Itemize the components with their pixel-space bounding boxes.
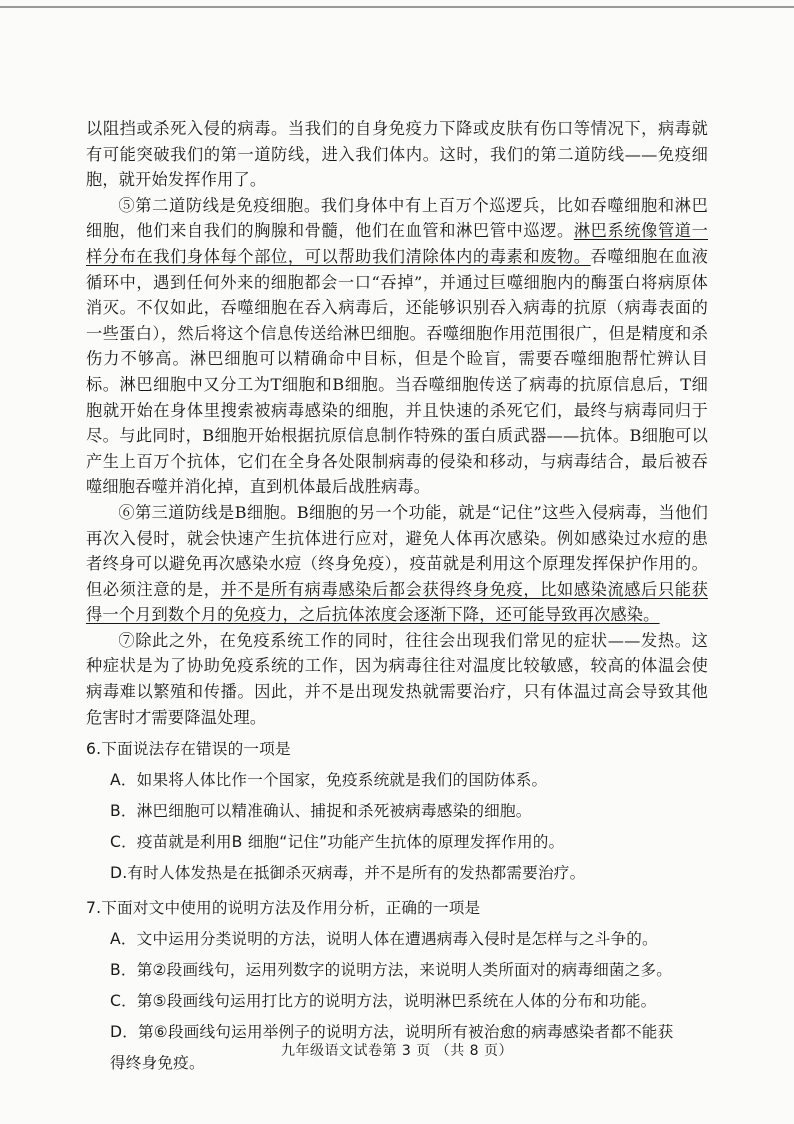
- question-7-option-d-continued: 得终身免疫。: [110, 1054, 205, 1073]
- question-6-option-b: B．淋巴细胞可以精准确认、捕捉和杀死被病毒感染的细胞。: [110, 802, 532, 821]
- paragraph-6-underlined-sentence: 并不是所有病毒感染后都会获得终身免疫，比如感染流感后只能获得一个月到数个月的免疫力，之后抗体浓度会逐渐下降，还可能导致再次感染。: [86, 579, 708, 625]
- question-6-option-a: A．如果将人体比作一个国家，免疫系统就是我们的国防体系。: [110, 771, 548, 790]
- question-7-option-a: A．文中运用分类说明的方法，说明人体在遭遇病毒入侵时是怎样与之斗争的。: [110, 930, 658, 949]
- paragraph-5-text-b: 吞噬细胞在血液循环中，遇到任何外来的细胞都会一口“吞掉”，并通过巨噬细胞内的酶蛋白将病原体消灭。不仅如此，吞噬细胞在吞入病毒后，还能够识别吞入病毒的抗原（病毒表面的一些蛋白），然后将这个信息传送给淋巴细胞。吞噬细胞作用范围很广，但是精度和杀伤力不够高。淋巴细胞可以精确命中目标，但是个睑盲，需要吞噬细胞帮忙辨认目标。淋巴细胞中又分工为T细胞和B细胞。当吞噬细胞传送了病毒的抗原信息后，T细胞就开始在身体里搜索被病毒感染的细胞，并且快速的杀死它们，最终与病毒同归于尽。与此同时，B细胞开始根据抗原信息制作特殊的蛋白质武器——抗体。B细胞可以产生上百万个抗体，它们在全身各处限制病毒的侵染和移动，与病毒结合，最后被吞噬细胞吞噬并消化掉，直到机体最后战胜病毒。: [86, 246, 708, 497]
- paragraph-5-text-a: ⑤第二道防线是免疫细胞。我们身体中有上百万个巡逻兵，比如吞噬细胞和淋巴细胞，他们来自我们的胸腺和骨髓，他们在血管和淋巴管中巡逻。: [86, 195, 708, 241]
- question-7-option-c: C．第⑤段画线句运用打比方的说明方法，说明淋巴系统在人体的分布和功能。: [110, 992, 657, 1011]
- paragraph-6: [86, 500, 708, 628]
- question-6-option-c: C．疫苗就是利用B 细胞“记住”功能产生抗体的原理发挥作用的。: [110, 833, 565, 852]
- paragraph-7: ⑦除此之外，在免疫系统工作的同时，往往会出现我们常见的症状——发热。这种症状是为了协助免疫系统的工作，因为病毒往往对温度比较敏感，较高的体温会使病毒难以繁殖和传播。因此，并不是出现发热就需要治疗，只有体温过高会导致其他危害时才需要降温处理。: [86, 630, 708, 727]
- question-6-option-d: D.有时人体发热是在抵御杀灭病毒，并不是所有的发热都需要治疗。: [110, 864, 586, 883]
- question-7-option-b: B．第②段画线句，运用列数字的说明方法，来说明人类所面对的病毒细菌之多。: [110, 961, 673, 980]
- question-7-stem: 7.下面对文中使用的说明方法及作用分析，正确的一项是: [86, 899, 481, 918]
- question-6-stem: 6.下面说法存在错误的一项是: [86, 740, 291, 759]
- paragraph-5-underlined-sentence: 淋巴系统像管道一样分布在我们身体每个部位，可以帮助我们清除体内的毒素和废物。: [86, 221, 708, 266]
- page-footer: 九年级语文试卷第 3 页 （共 8 页）: [280, 1043, 514, 1059]
- question-7-option-d: D．第⑥段画线句运用举例子的说明方法，说明所有被治愈的病毒感染者都不能获: [110, 1023, 674, 1042]
- top-divider: [0, 6, 794, 8]
- paragraph-5: [86, 193, 708, 500]
- passage-content: [86, 116, 708, 1079]
- paragraph-6-text-a: ⑥第三道防线是B细胞。B细胞的另一个功能，就是“记住”这些入侵病毒，当他们再次入侵时，就会快速产生抗体进行应对，避免人体再次感染。例如感染过水痘的患者终身可以避免再次感染水痘（终身免疫），疫苗就是利用这个原理发挥保护作用的。但必须注意的是，: [86, 502, 708, 599]
- paragraph-continued: 以阻挡或杀死入侵的病毒。当我们的自身免疫力下降或皮肤有伤口等情况下，病毒就有可能突破我们的第一道防线，进入我们体内。这时，我们的第二道防线——免疫细胞，就开始发挥作用了。: [86, 119, 708, 190]
